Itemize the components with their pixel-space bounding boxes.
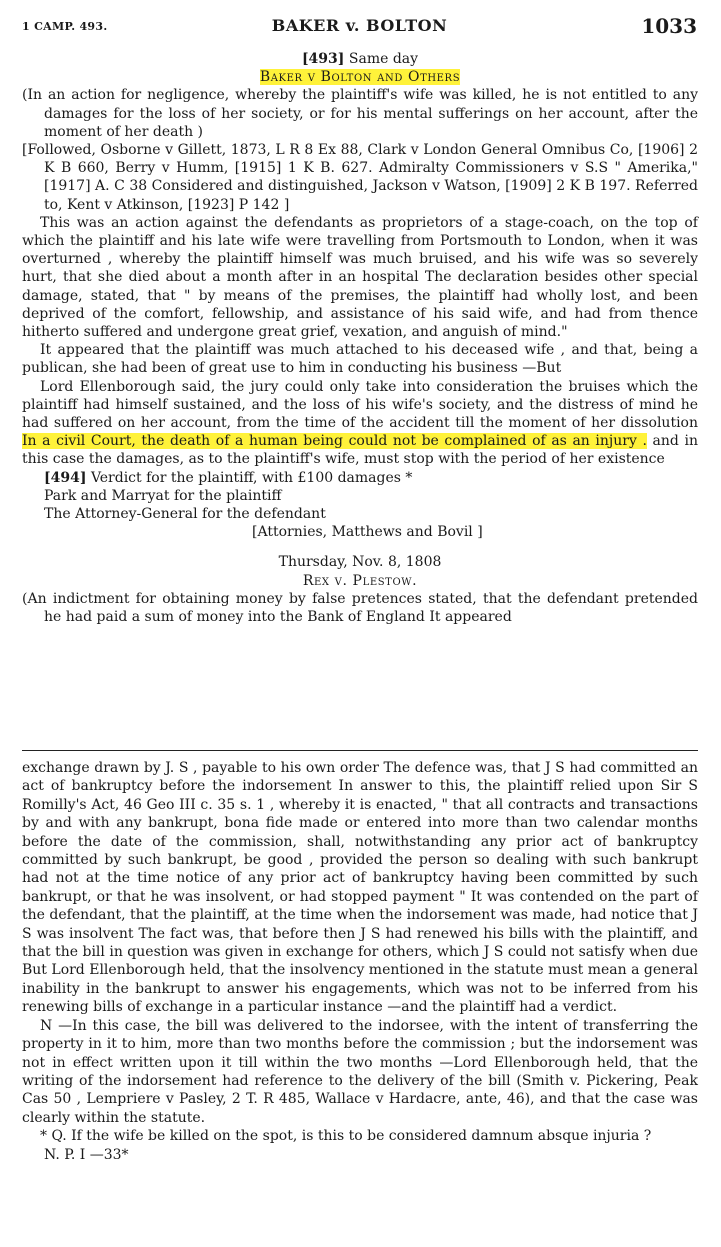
header-citation: 1 CAMP. 493. — [22, 20, 108, 33]
case2-headnote: (An indictment for obtaining money by false pretences stated, that the defendant pretended he had paid a sum of money into the Bank of England It appeared — [22, 590, 698, 626]
case-title-line — [22, 68, 698, 86]
verdict-line — [22, 469, 698, 487]
footnote: * Q. If the wife be killed on the spot, is this to be considered damnum absque injuria ? — [40, 1128, 652, 1145]
citations: [Followed, Osborne v Gillett, 1873, L R 8 Ex 88, Clark v London General Omnibus Co, [1906] 2 K B 660, Berry v Humm, [1915] 1 K B. 627. Admiralty Commissioners v S.S " Amerika," [1917] A. C 38 Considered and distinguished, Jackson v Watson, [1909] 2 K B 197. Referred to, Kent v Atkinson, [1923] P 142 ] — [22, 142, 698, 213]
judgment-highlight: In a civil Court, the death of a human being could not be complained of as an injury . — [22, 433, 647, 450]
case-date: Same day — [348, 51, 419, 67]
running-header — [22, 14, 697, 42]
counsel-defendant: The Attorney-General for the defendant — [44, 506, 326, 523]
case2-date: Thursday, Nov. 8, 1808 — [278, 554, 442, 571]
lower-column — [22, 759, 698, 1164]
facts-paragraph: This was an action against the defendants as proprietors of a stage-coach, on the top of which the plaintiff and his late wife were travelling from Portsmouth to London, when it was overturned , whereby the plaintiff himself was much bruised, and his wife was so severely hurt, that she died about a month after in an hospital The declaration besides other special damage, stated, that " by means of the premises, the plaintiff had wholly lost, and been deprived of the comfort, fellowship, and assistance of his said wife, and had from thence hitherto suffered and undergone great grief, vexation, and anguish of mind." — [22, 214, 698, 341]
column-divider — [22, 750, 698, 751]
case-page-line — [22, 50, 698, 68]
judgment-text-after: and in this case the damages, as to the plaintiff's wife, must stop with the period of her existence — [22, 433, 698, 468]
header-page-number: 1033 — [641, 14, 697, 38]
judgment-paragraph — [22, 378, 698, 469]
header-case-title: BAKER v. BOLTON — [271, 16, 448, 35]
verdict-text: Verdict for the plaintiff, with £100 damages * — [90, 469, 413, 486]
case-title: Baker v Bolton and Others — [259, 69, 461, 86]
verdict-page-ref: [494] — [44, 469, 87, 486]
judgment-text-before: Lord Ellenborough said, the jury could only take into consideration the bruises which the plaintiff had himself sustained, and the loss of his wife's society, and the distress of mind he had suffered on her account, from the time of the accident till the moment of her dissolution — [22, 378, 698, 432]
evidence-paragraph: It appeared that the plaintiff was much attached to his deceased wife , and that, being a publican, she had been of great use to him in conducting his business —But — [22, 342, 698, 377]
bankruptcy-paragraph: exchange drawn by J. S , payable to his own order The defence was, that J S had committed an act of bankruptcy before the indorsement In answer to this, the plaintiff relied upon Sir S Romilly's Act, 46 Geo III c. 35 s. 1 , whereby it is enacted, " that all contracts and transactions by and with any bankrupt, bona fide made or entered into more than two calendar months before the date of the commission, shall, notwithstanding any prior act of bankruptcy committed by such bankrupt, be good , provided the person so dealing with such bankrupt had not at the time notice of any prior act of bankruptcy having been committed by such bankrupt, or that he was insolvent, or had stopped payment " It was contended on the part of the defendant, that the plaintiff, at the time when the indorsement was made, had notice that J S was insolvent The fact was, that before then J S had renewed his bills with the plaintiff, and that the bill in question was given in exchange for others, which J S could not satisfy when due But Lord Ellenborough held, that the insolvency mentioned in the statute must mean a general inability in the bankrupt to answer his engagements, which was not to be inferred from his renewing bills of exchange in a particular instance —and the plaintiff had a verdict. — [22, 760, 698, 1016]
page-reference: [493] — [301, 51, 345, 67]
counsel-plaintiff: Park and Marryat for the plaintiff — [44, 487, 282, 504]
attornies-line: [Attornies, Matthews and Bovil ] — [252, 524, 483, 541]
case2-title: Rex v. Plestow. — [302, 572, 418, 589]
headnote: (In an action for negligence, whereby the plaintiff's wife was killed, he is not entitled to any damages for the loss of her society, or for his mental sufferings on her account, after the moment of her death ) — [22, 87, 698, 140]
footnote-reference: N. P. I —33* — [44, 1146, 129, 1163]
upper-column — [22, 50, 698, 626]
note-paragraph: N —In this case, the bill was delivered to the indorsee, with the intent of transferring the property in it to him, more than two months before the commission ; but the indorsement was not in effect written upon it till within the two months —Lord Ellenborough held, that the writing of the indorsement had reference to the delivery of the bill (Smith v. Pickering, Peak Cas 50 , Lempriere v Pasley, 2 T. R 485, Wallace v Hardacre, ante, 46), and that the case was clearly within the statute. — [22, 1017, 698, 1126]
